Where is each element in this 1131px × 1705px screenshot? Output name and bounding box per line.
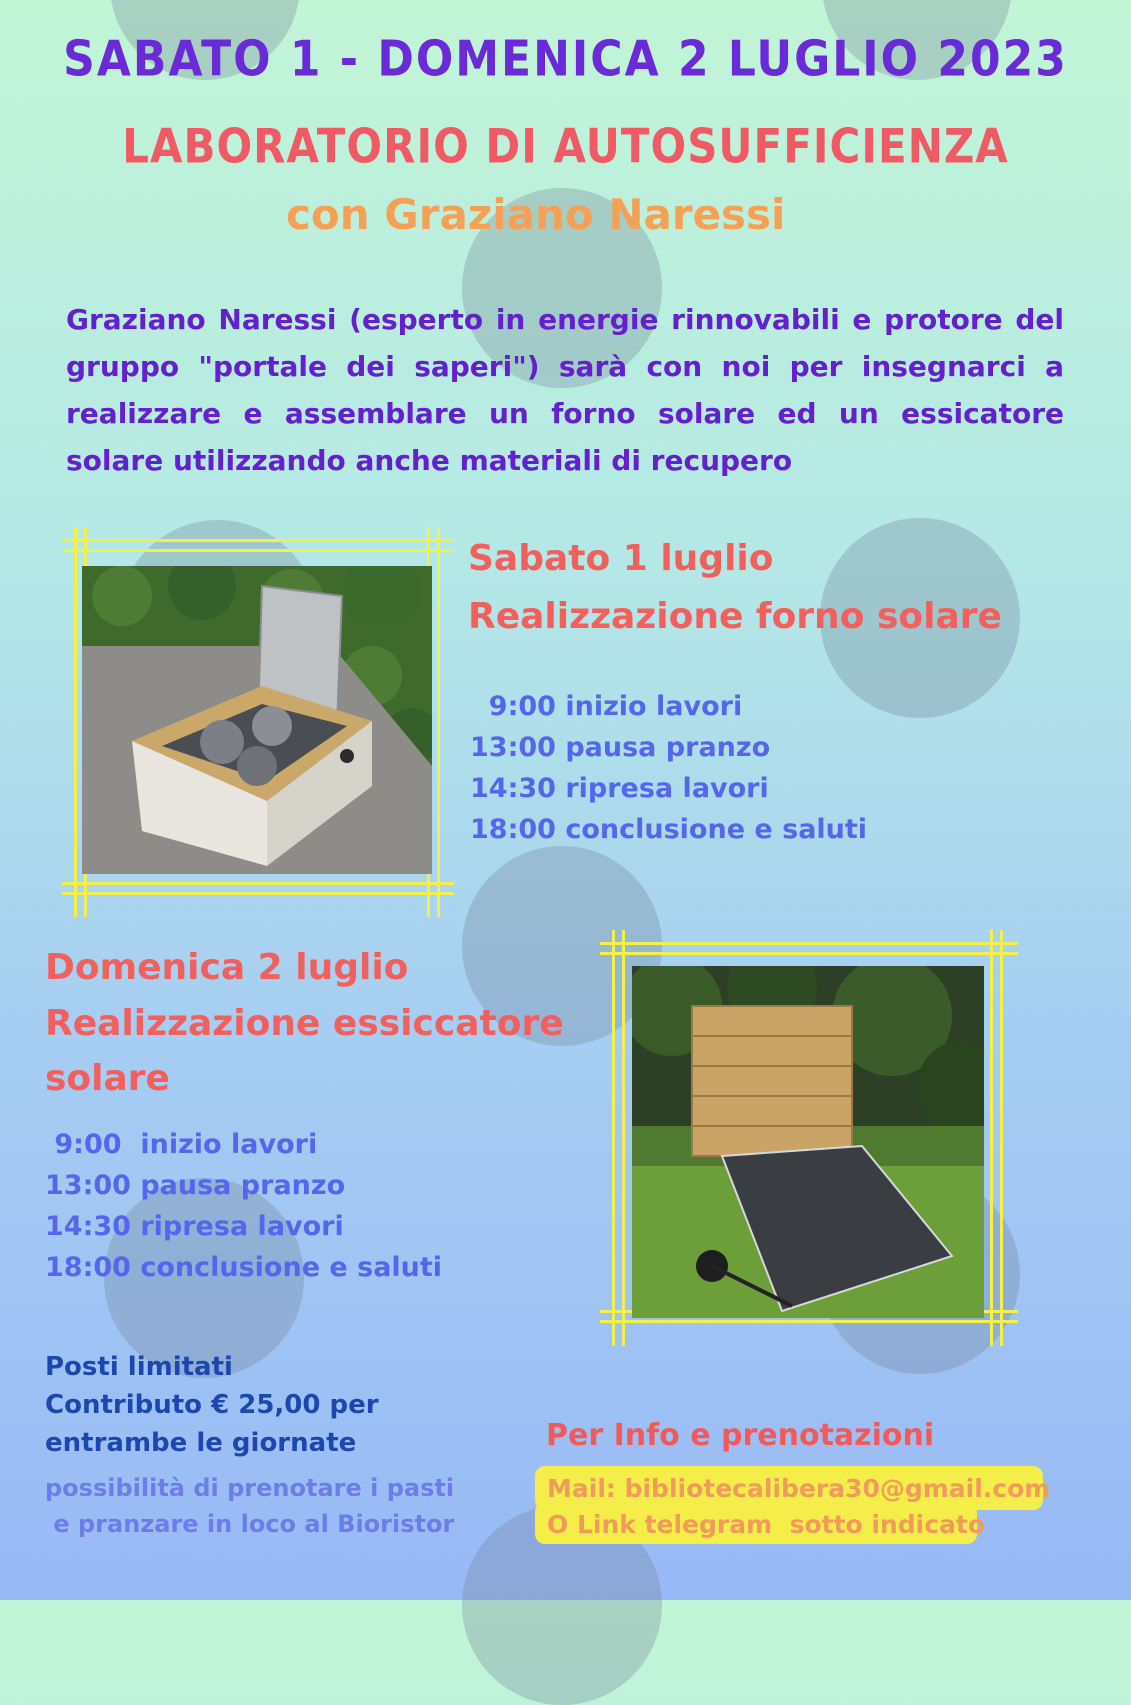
contact-email-link[interactable]: Mail: bibliotecalibera30@gmail.com [547,1474,1051,1503]
saturday-schedule [470,686,867,850]
schedule-item: 13:00 pausa pranzo [45,1170,346,1201]
schedule-item: 18:00 conclusione e saluti [45,1252,443,1283]
schedule-item: 9:00 inizio lavori [470,691,743,722]
meals-note: possibilità di prenotare i pasti [45,1474,455,1502]
sunday-activity-heading-cont: solare [45,1058,170,1099]
schedule-item: 9:00 inizio lavori [45,1129,318,1160]
solar-oven-photo [82,566,432,874]
contribution-note-cont: entrambe le giornate [45,1428,357,1458]
schedule-item: 14:30 ripresa lavori [45,1211,344,1242]
event-dates-heading: SABATO 1 - DOMENICA 2 LUGLIO 2023 [63,30,1068,89]
meals-note-cont: e pranzare in loco al Bioristor [45,1510,455,1538]
schedule-item: 18:00 conclusione e saluti [470,814,868,845]
info-heading: Per Info e prenotazioni [546,1418,935,1453]
host-subtitle: con Graziano Naressi [286,190,786,239]
workshop-title: LABORATORIO DI AUTOSUFFICIENZA [122,119,1009,174]
schedule-item: 13:00 pausa pranzo [470,732,771,763]
schedule-item: 14:30 ripresa lavori [470,773,769,804]
solar-dryer-photo [632,966,984,1318]
sunday-schedule [45,1124,442,1288]
sunday-activity-heading: Realizzazione essiccatore [45,1003,564,1044]
intro-paragraph: Graziano Naressi (esperto in energie rinnovabili e protore del gruppo "portale dei saperi") sarà con noi per insegnarci a realizzare e assemblare un forno solare ed un essicatore solare utilizzando anche materiali di recupero [66,303,1064,477]
contribution-note: Contributo € 25,00 per [45,1390,379,1420]
telegram-link-note[interactable]: O Link telegram sotto indicato [547,1510,986,1539]
saturday-day-heading: Sabato 1 luglio [468,538,774,579]
limited-seats-note: Posti limitati [45,1352,233,1382]
saturday-activity-heading: Realizzazione forno solare [468,596,1002,637]
sunday-day-heading: Domenica 2 luglio [45,947,409,988]
